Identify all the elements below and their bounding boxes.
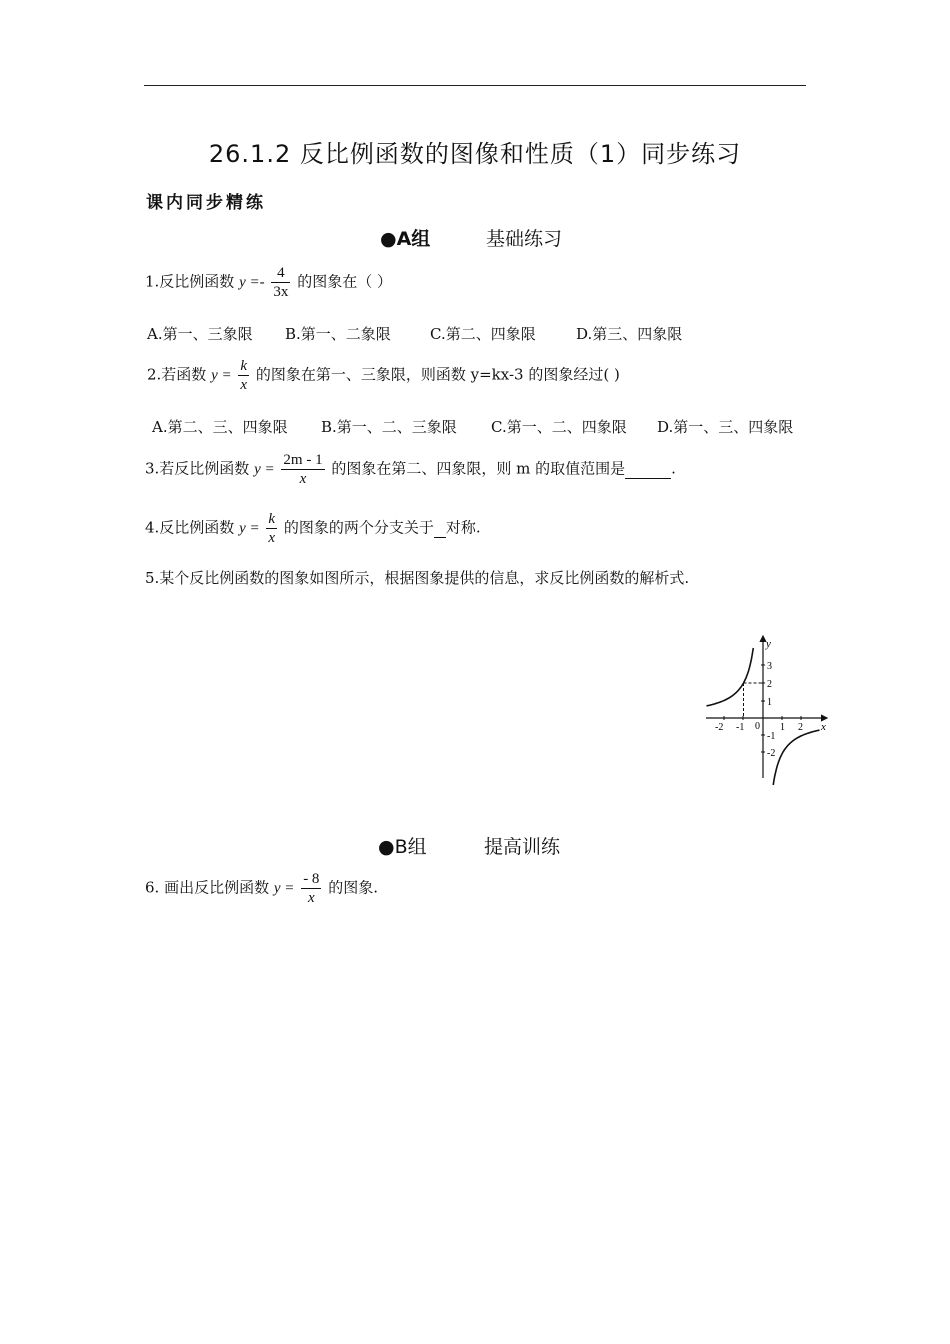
section-label: 课内同步精练 [146,193,266,213]
question-3 [145,451,676,488]
page-title: 26.1.2 反比例函数的图像和性质（1）同步练习 [208,140,742,168]
q2-numerator: k [240,358,248,374]
y-tick-label-3: 3 [767,661,772,672]
question-2 [147,357,620,394]
q1-suffix: 的图象在（ ） [297,272,392,291]
q6-fraction [301,870,321,907]
q4-numerator: k [268,511,276,527]
question-4 [145,510,481,547]
bullet-icon: ● [380,228,397,250]
group-b-name: B组 [394,836,427,858]
q2-option-a: A.第二、三、四象限 [152,418,288,436]
q6-y-eq: y = [273,880,295,897]
origin-label: 0 [755,721,760,732]
y-tick-label-2: 2 [767,679,772,690]
q1-fraction [271,264,290,301]
q1-prefix: 1.反比例函数 [145,272,235,291]
y-tick-label-neg1: -1 [767,731,776,742]
q6-numerator: - 8 [303,871,320,887]
hyperbola-graph [700,630,840,785]
q3-end: . [671,459,676,478]
q4-y-eq: y = [239,520,260,537]
question-5: 5.某个反比例函数的图象如图所示，根据图象提供的信息，求反比例函数的解析式. [145,569,690,587]
q2-suffix: 的图象在第一、三象限，则函数 y=kx-3 的图象经过( ) [255,365,620,384]
q1-option-a: A.第一、三象限 [147,325,253,343]
q3-prefix: 3.若反比例函数 [145,459,250,478]
q2-prefix: 2.若函数 [147,365,207,384]
q2-option-c: C.第一、二、四象限 [491,418,627,436]
q6-suffix: 的图象. [328,878,378,897]
group-b-subtitle: 提高训练 [484,836,561,858]
q2-option-d: D.第一、三、四象限 [657,418,794,436]
q1-option-b: B.第一、二象限 [285,325,391,343]
q4-denominator: x [268,530,276,546]
q6-denominator: x [301,888,321,907]
q4-suffix-a: 的图象的两个分支关于 [283,518,434,537]
q3-denominator: x [281,469,324,488]
question-1 [145,264,392,301]
q1-option-c: C.第二、四象限 [430,325,536,343]
group-b-header [378,832,427,859]
group-a-header [380,224,430,251]
hyperbola-branch-left [707,648,754,706]
q2-y-eq: y = [211,367,232,384]
x-tick-label-1: 1 [780,722,785,733]
y-tick-label-1: 1 [767,697,772,708]
q1-numerator: 4 [277,265,285,281]
y-tick-label-neg2: -2 [767,748,776,759]
x-axis-label: x [821,721,826,733]
q3-y-eq: y = [254,461,275,478]
q2-option-b: B.第一、二、三象限 [321,418,457,436]
q4-prefix: 4.反比例函数 [145,518,235,537]
q4-answer-blank[interactable] [434,519,446,538]
group-a-subtitle: 基础练习 [486,228,563,250]
group-a-name: A组 [396,228,431,250]
header-rule [144,85,806,86]
bullet-icon: ● [378,836,395,858]
q3-fraction [281,451,324,488]
hyperbola-branch-right [773,730,820,785]
q4-fraction [266,510,277,547]
q1-option-d: D.第三、四象限 [576,325,683,343]
q3-answer-blank[interactable] [625,460,671,479]
q2-fraction [238,357,249,394]
q4-suffix-b: 对称. [445,518,481,537]
q1-denominator: 3x [273,284,289,300]
x-tick-label-neg1: -1 [736,722,745,733]
question-6 [145,870,378,907]
x-tick-label-neg2: -2 [715,722,724,733]
q3-numerator: 2m - 1 [283,452,323,468]
q3-suffix: 的图象在第二、四象限，则 m 的取值范围是 [331,459,626,478]
y-axis-label: y [766,638,771,650]
q6-prefix: 6. 画出反比例函数 [145,878,270,897]
q2-denominator: x [240,377,248,393]
x-tick-label-2: 2 [798,722,803,733]
q1-y-eq: y =- [239,274,265,291]
